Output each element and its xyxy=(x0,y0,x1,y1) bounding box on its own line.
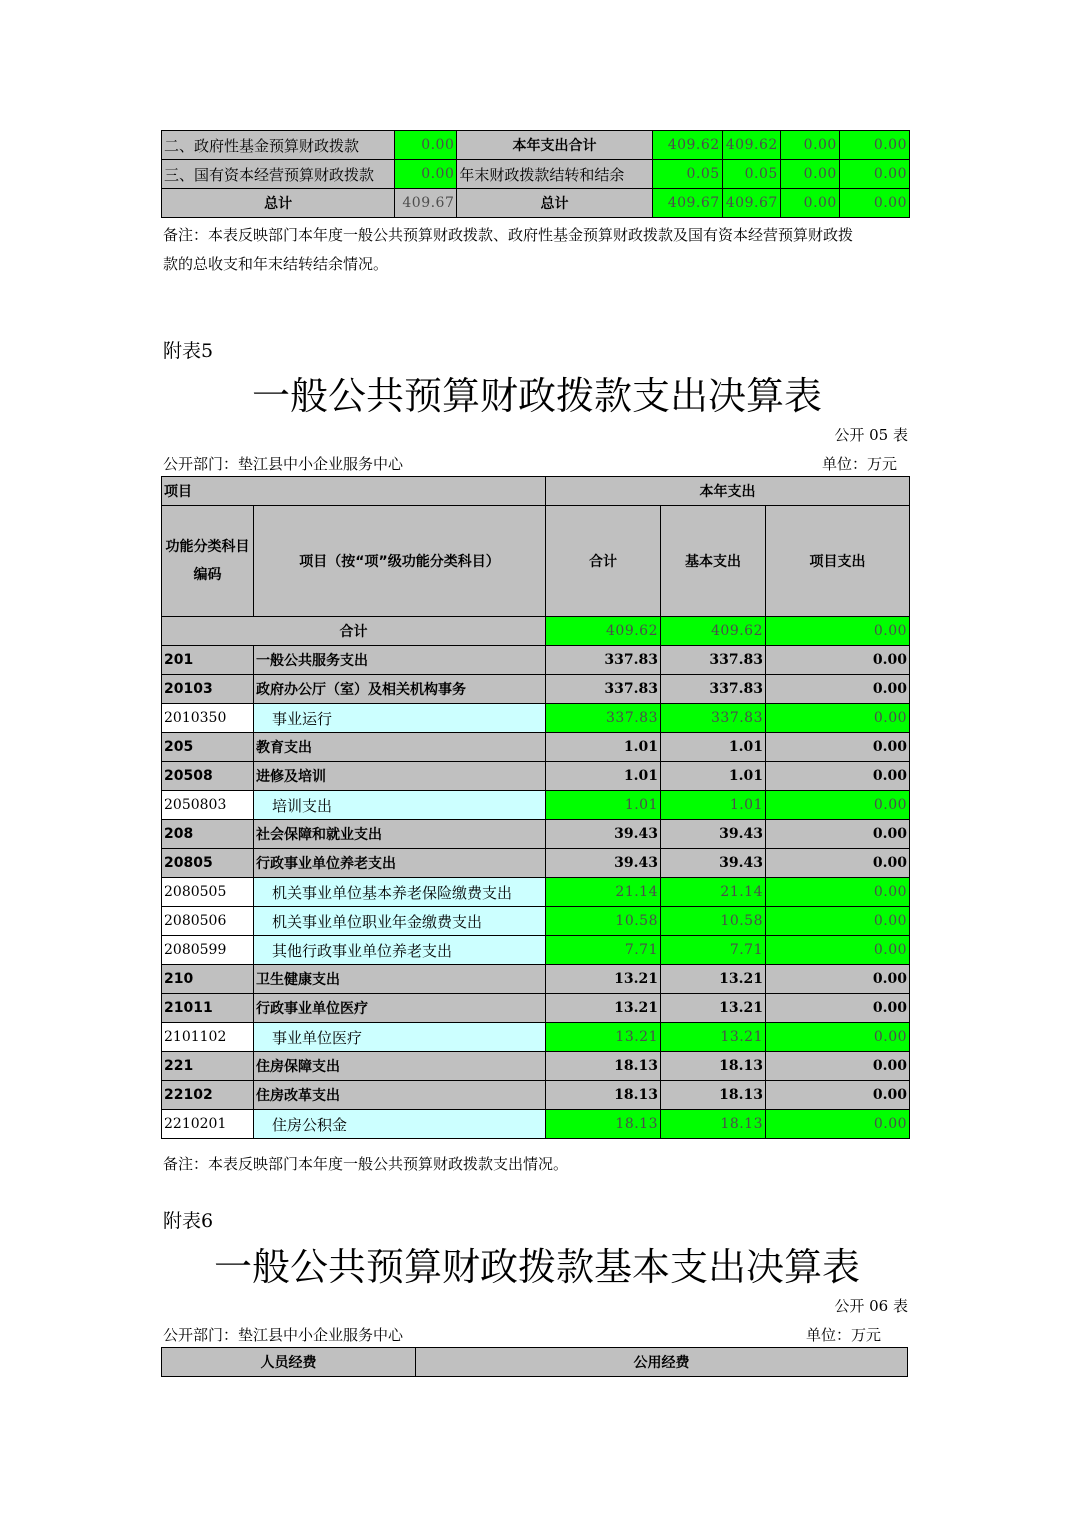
table-row xyxy=(162,762,910,791)
row-code: 2080506 xyxy=(162,907,254,936)
table-row xyxy=(162,849,910,878)
row-item: 0.00 xyxy=(766,733,910,762)
row-code: 20103 xyxy=(162,675,254,704)
row-total: 13.21 xyxy=(546,994,661,1023)
table-row xyxy=(162,1110,910,1139)
row-basic: 1.01 xyxy=(661,791,766,820)
total-row-label: 合计 xyxy=(162,617,546,646)
attachment-label-5: 附表5 xyxy=(163,340,214,362)
row-item: 0.00 xyxy=(766,936,910,965)
table-row xyxy=(162,878,910,907)
row-total: 1.01 xyxy=(546,762,661,791)
row-name: 培训支出 xyxy=(254,791,546,820)
table5-note: 备注：本表反映部门本年度一般公共预算财政拨款支出情况。 xyxy=(163,1155,569,1173)
row-item: 0.00 xyxy=(766,1023,910,1052)
row-total: 337.83 xyxy=(546,675,661,704)
top-row-value: 409.67 xyxy=(652,189,722,218)
top-row-value: 0.00 xyxy=(839,189,909,218)
top-row-label: 二、政府性基金预算财政拨款 xyxy=(162,131,395,160)
top-row-value: 0.05 xyxy=(722,160,780,189)
header-this-year: 本年支出 xyxy=(546,477,910,506)
row-basic: 7.71 xyxy=(661,936,766,965)
table-row xyxy=(162,936,910,965)
table6-unit: 单位：万元 xyxy=(806,1326,882,1344)
row-total: 13.21 xyxy=(546,1023,661,1052)
row-name: 机关事业单位职业年金缴费支出 xyxy=(254,907,546,936)
header-code: 功能分类科目编码 xyxy=(162,506,254,617)
row-basic: 18.13 xyxy=(661,1110,766,1139)
row-code: 2010350 xyxy=(162,704,254,733)
header-public: 公用经费 xyxy=(416,1348,908,1377)
header-project: 项目 xyxy=(162,477,546,506)
top-row-value: 0.00 xyxy=(780,131,839,160)
row-name: 事业运行 xyxy=(254,704,546,733)
header-basic: 基本支出 xyxy=(661,506,766,617)
row-code: 21011 xyxy=(162,994,254,1023)
row-code: 2080505 xyxy=(162,878,254,907)
header-item: 项目支出 xyxy=(766,506,910,617)
row-name: 教育支出 xyxy=(254,733,546,762)
row-item: 0.00 xyxy=(766,849,910,878)
row-name: 社会保障和就业支出 xyxy=(254,820,546,849)
row-basic: 10.58 xyxy=(661,907,766,936)
row-basic: 39.43 xyxy=(661,820,766,849)
row-name: 卫生健康支出 xyxy=(254,965,546,994)
top-row xyxy=(162,189,910,218)
row-name: 住房公积金 xyxy=(254,1110,546,1139)
top-row-value: 0.00 xyxy=(780,160,839,189)
row-name: 住房改革支出 xyxy=(254,1081,546,1110)
top-row-exp-label: 本年支出合计 xyxy=(457,131,652,160)
row-item: 0.00 xyxy=(766,820,910,849)
row-item: 0.00 xyxy=(766,994,910,1023)
table-row xyxy=(162,1052,910,1081)
table-row xyxy=(162,994,910,1023)
table6-form-no: 公开 06 表 xyxy=(834,1297,908,1315)
table-row xyxy=(162,733,910,762)
total-row-item: 0.00 xyxy=(766,617,910,646)
table5 xyxy=(161,476,910,1139)
row-item: 0.00 xyxy=(766,675,910,704)
header-total: 合计 xyxy=(546,506,661,617)
top-row-value: 0.00 xyxy=(780,189,839,218)
total-row-total: 409.62 xyxy=(546,617,661,646)
row-code: 208 xyxy=(162,820,254,849)
row-total: 13.21 xyxy=(546,965,661,994)
row-name: 事业单位医疗 xyxy=(254,1023,546,1052)
row-total: 10.58 xyxy=(546,907,661,936)
row-basic: 337.83 xyxy=(661,675,766,704)
row-code: 20805 xyxy=(162,849,254,878)
table-row xyxy=(162,1081,910,1110)
row-name: 进修及培训 xyxy=(254,762,546,791)
table6-title: 一般公共预算财政拨款基本支出决算表 xyxy=(213,1245,860,1289)
row-total: 337.83 xyxy=(546,704,661,733)
row-basic: 39.43 xyxy=(661,849,766,878)
top-row-value: 409.62 xyxy=(652,131,722,160)
table6-dept: 公开部门：垫江县中小企业服务中心 xyxy=(163,1326,404,1344)
row-basic: 13.21 xyxy=(661,1023,766,1052)
top-row-exp-label: 年末财政拨款结转和结余 xyxy=(457,160,652,189)
row-code: 2050803 xyxy=(162,791,254,820)
table-row xyxy=(162,675,910,704)
top-row xyxy=(162,160,910,189)
table6 xyxy=(161,1347,908,1377)
row-code: 205 xyxy=(162,733,254,762)
row-code: 2080599 xyxy=(162,936,254,965)
row-basic: 21.14 xyxy=(661,878,766,907)
row-total: 1.01 xyxy=(546,733,661,762)
row-name: 一般公共服务支出 xyxy=(254,646,546,675)
row-total: 18.13 xyxy=(546,1052,661,1081)
table-row xyxy=(162,646,910,675)
top-row-value: 0.00 xyxy=(839,131,909,160)
row-item: 0.00 xyxy=(766,704,910,733)
table5-unit: 单位：万元 xyxy=(822,455,898,473)
table5-dept: 公开部门：垫江县中小企业服务中心 xyxy=(163,455,404,473)
row-basic: 13.21 xyxy=(661,994,766,1023)
row-basic: 18.13 xyxy=(661,1052,766,1081)
table-row xyxy=(162,1023,910,1052)
row-name: 行政事业单位养老支出 xyxy=(254,849,546,878)
top-row-label: 三、国有资本经营预算财政拨款 xyxy=(162,160,395,189)
attachment-label-6: 附表6 xyxy=(163,1210,214,1232)
row-code: 201 xyxy=(162,646,254,675)
row-basic: 1.01 xyxy=(661,733,766,762)
table-row xyxy=(162,704,910,733)
top-row-income: 0.00 xyxy=(395,131,457,160)
table-row xyxy=(162,820,910,849)
row-item: 0.00 xyxy=(766,791,910,820)
row-basic: 1.01 xyxy=(661,762,766,791)
row-item: 0.00 xyxy=(766,965,910,994)
top-row xyxy=(162,131,910,160)
table-row xyxy=(162,791,910,820)
row-code: 221 xyxy=(162,1052,254,1081)
top-row-value: 409.62 xyxy=(722,131,780,160)
top-row-value: 0.05 xyxy=(652,160,722,189)
row-total: 7.71 xyxy=(546,936,661,965)
top-row-exp-label: 总计 xyxy=(457,189,652,218)
row-total: 18.13 xyxy=(546,1110,661,1139)
row-total: 39.43 xyxy=(546,849,661,878)
row-item: 0.00 xyxy=(766,762,910,791)
table-row xyxy=(162,965,910,994)
row-basic: 337.83 xyxy=(661,704,766,733)
top-row-label: 总计 xyxy=(162,189,395,218)
row-code: 2101102 xyxy=(162,1023,254,1052)
row-name: 机关事业单位基本养老保险缴费支出 xyxy=(254,878,546,907)
table-row xyxy=(162,907,910,936)
row-code: 22102 xyxy=(162,1081,254,1110)
top-row-value: 0.00 xyxy=(839,160,909,189)
top-note-line1: 备注：本表反映部门本年度一般公共预算财政拨款、政府性基金预算财政拨款及国有资本经营预算财政拨 xyxy=(163,226,854,244)
header-personnel: 人员经费 xyxy=(162,1348,416,1377)
table5-form-no: 公开 05 表 xyxy=(834,426,908,444)
row-code: 20508 xyxy=(162,762,254,791)
row-total: 337.83 xyxy=(546,646,661,675)
header-name: 项目（按“项”级功能分类科目） xyxy=(254,506,546,617)
row-item: 0.00 xyxy=(766,907,910,936)
total-row-basic: 409.62 xyxy=(661,617,766,646)
row-basic: 13.21 xyxy=(661,965,766,994)
table5-title: 一般公共预算财政拨款支出决算表 xyxy=(251,374,822,418)
top-note-line2: 款的总收支和年末结转结余情况。 xyxy=(163,255,389,273)
row-basic: 18.13 xyxy=(661,1081,766,1110)
row-code: 210 xyxy=(162,965,254,994)
row-total: 1.01 xyxy=(546,791,661,820)
row-name: 政府办公厅（室）及相关机构事务 xyxy=(254,675,546,704)
row-item: 0.00 xyxy=(766,1081,910,1110)
row-item: 0.00 xyxy=(766,646,910,675)
row-basic: 337.83 xyxy=(661,646,766,675)
row-total: 39.43 xyxy=(546,820,661,849)
row-name: 住房保障支出 xyxy=(254,1052,546,1081)
row-total: 18.13 xyxy=(546,1081,661,1110)
row-item: 0.00 xyxy=(766,1110,910,1139)
top-row-income: 409.67 xyxy=(395,189,457,218)
row-code: 2210201 xyxy=(162,1110,254,1139)
top-row-value: 409.67 xyxy=(722,189,780,218)
top-row-income: 0.00 xyxy=(395,160,457,189)
row-total: 21.14 xyxy=(546,878,661,907)
row-item: 0.00 xyxy=(766,1052,910,1081)
row-name: 行政事业单位医疗 xyxy=(254,994,546,1023)
row-item: 0.00 xyxy=(766,878,910,907)
row-name: 其他行政事业单位养老支出 xyxy=(254,936,546,965)
top-summary-table xyxy=(161,130,910,218)
